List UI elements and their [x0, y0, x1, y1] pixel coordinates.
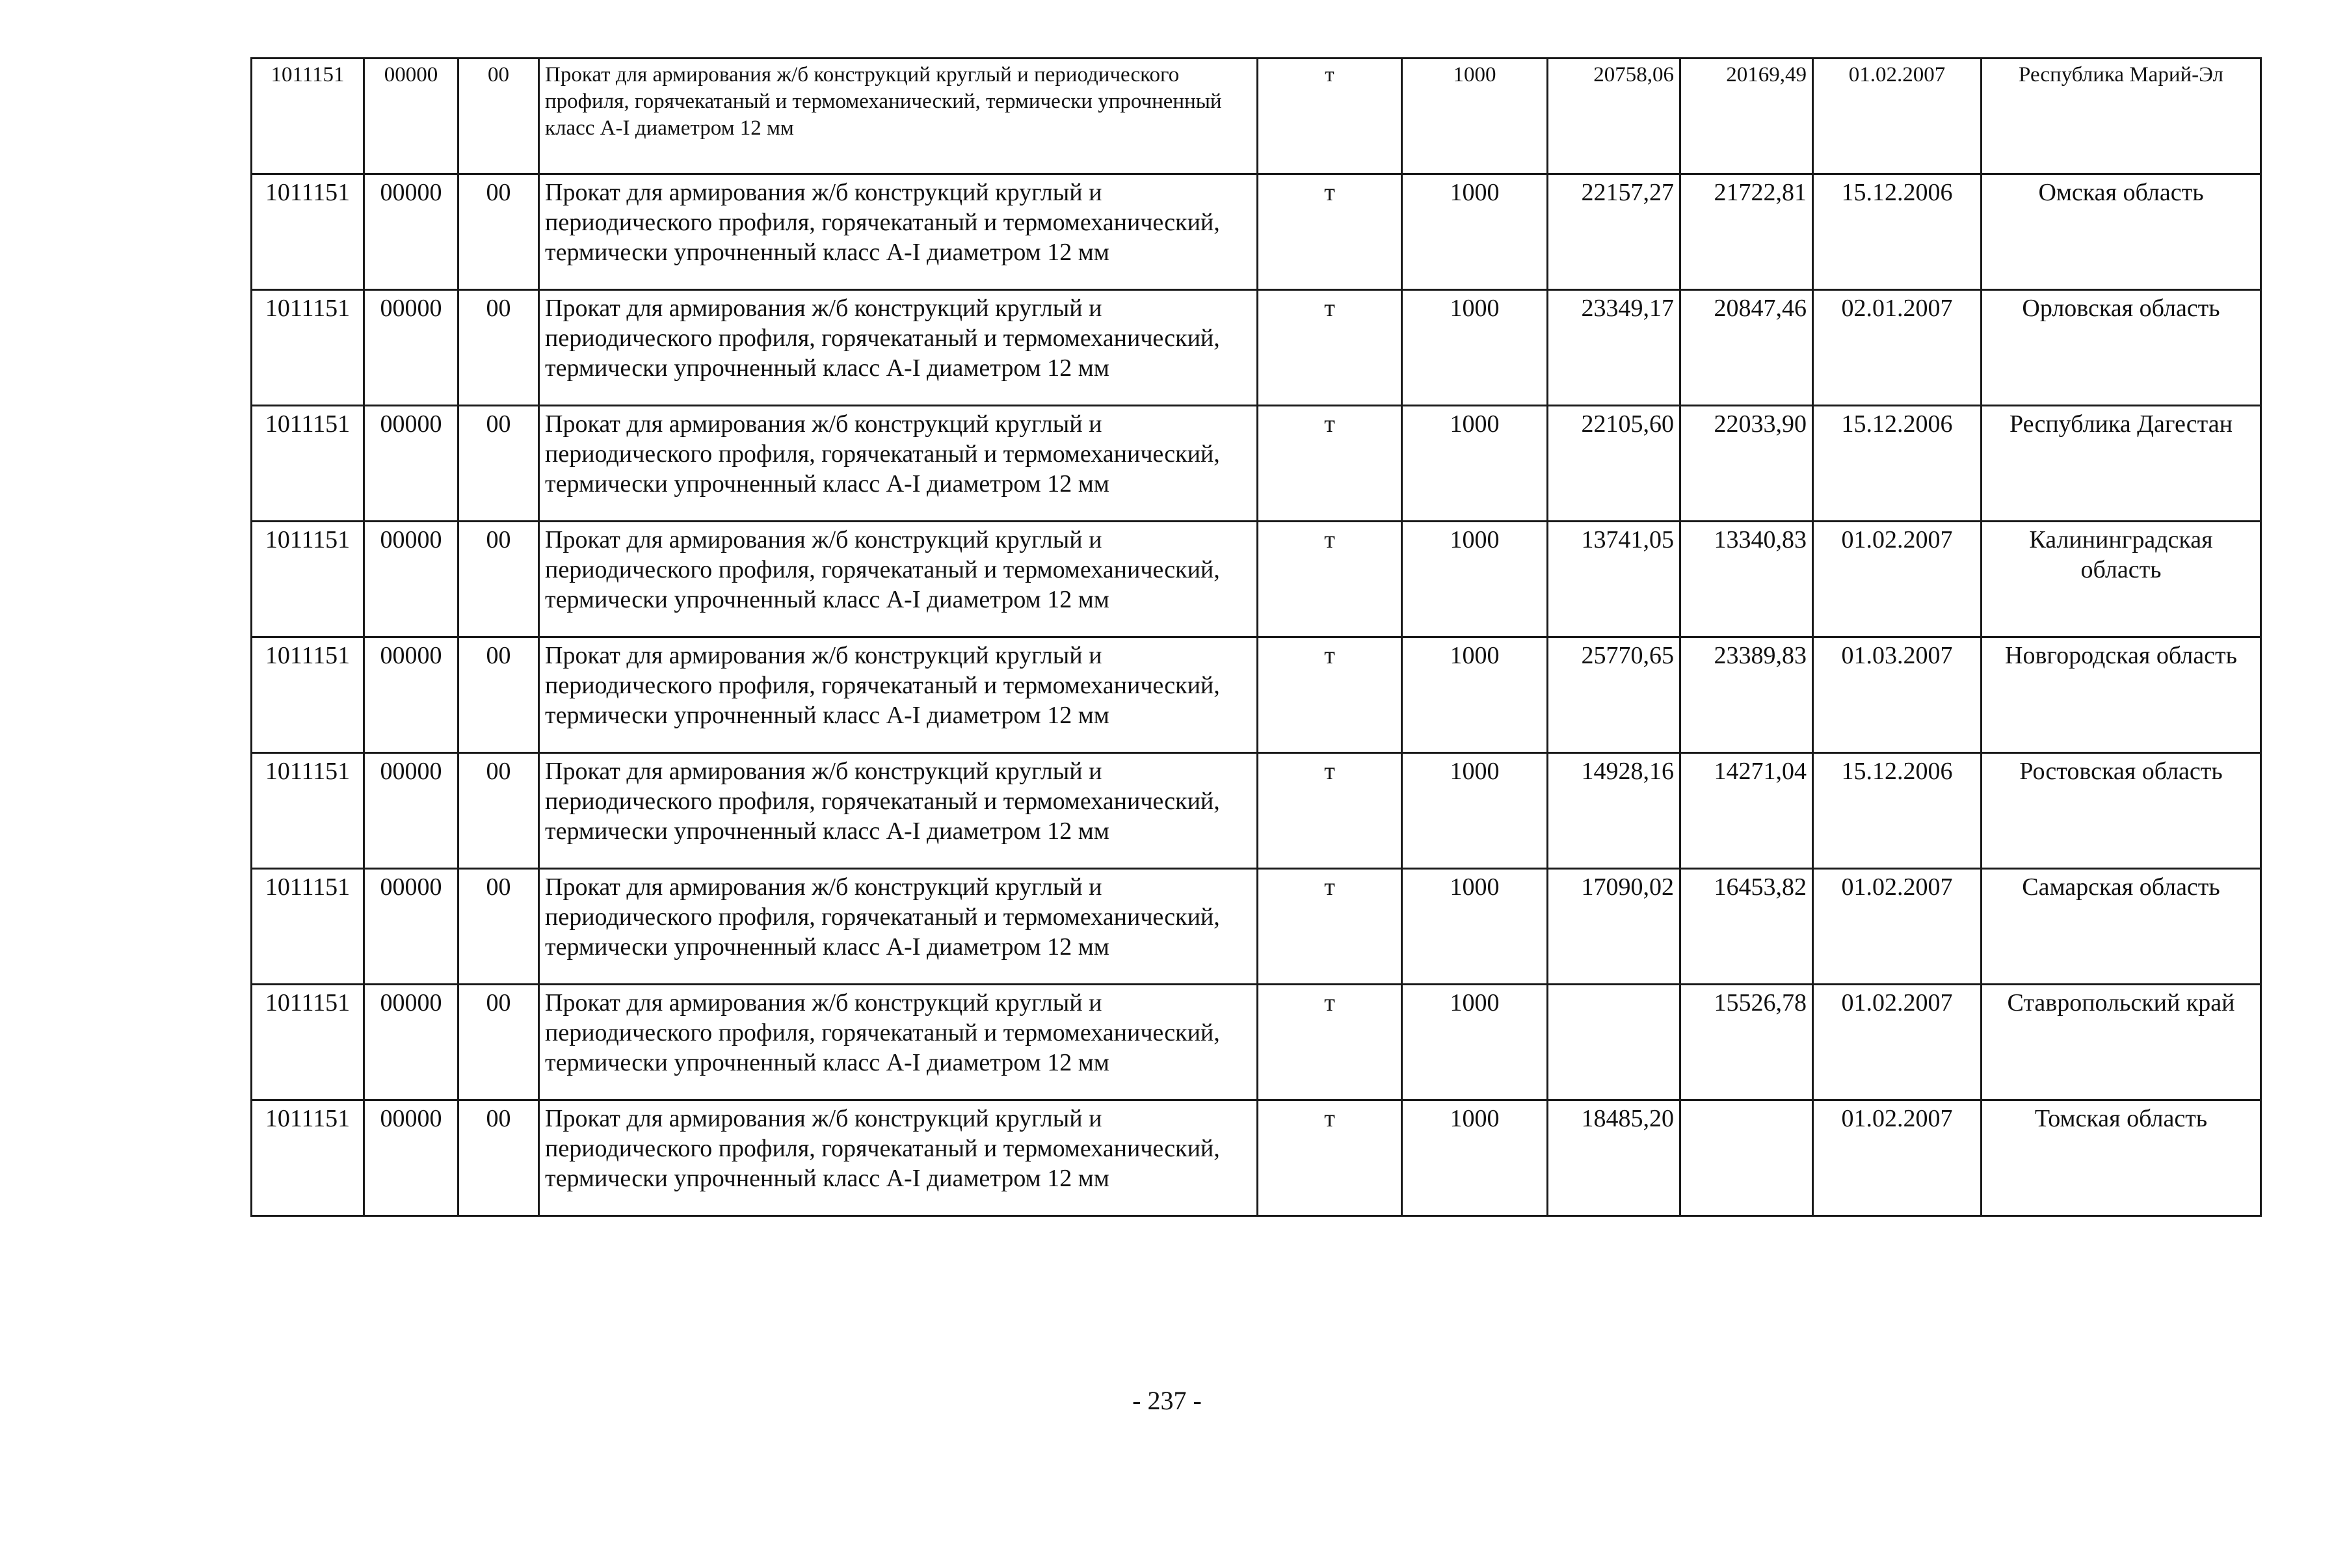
- row-price-1-cell: 22105,60: [1548, 406, 1680, 522]
- row-class-cell: 00: [458, 1100, 539, 1216]
- row-price-1-cell: 17090,02: [1548, 869, 1680, 985]
- row-name-cell: Прокат для армирования ж/б конструкций круглый и периодического профиля, горячекатаный и термомеханический, термически упрочненный класс А-I диаметром 12 мм: [539, 753, 1258, 869]
- row-unit-cell: т: [1258, 869, 1402, 985]
- row-subcode-cell: 00000: [364, 290, 458, 406]
- row-code-cell: 1011151: [252, 174, 364, 290]
- table-row: [252, 406, 2261, 522]
- row-price-1-cell: 18485,20: [1548, 1100, 1680, 1216]
- row-region-cell: Новгородская область: [1982, 637, 2261, 753]
- row-region-cell: Самарская область: [1982, 869, 2261, 985]
- row-unit-cell: т: [1258, 290, 1402, 406]
- row-subcode-cell: 00000: [364, 985, 458, 1100]
- table-row: [252, 985, 2261, 1100]
- row-quantity-cell: 1000: [1402, 406, 1548, 522]
- row-price-1-cell: [1548, 985, 1680, 1100]
- row-subcode-cell: 00000: [364, 59, 458, 174]
- row-name-cell: Прокат для армирования ж/б конструкций круглый и периодического профиля, горячекатаный и термомеханический, термически упрочненный класс А-I диаметром 12 мм: [539, 290, 1258, 406]
- row-name-cell: Прокат для армирования ж/б конструкций круглый и периодического профиля, горячекатаный и термомеханический, термически упрочненный класс А-I диаметром 12 мм: [539, 1100, 1258, 1216]
- table-row: [252, 290, 2261, 406]
- row-quantity-cell: 1000: [1402, 869, 1548, 985]
- row-region-cell: Ростовская область: [1982, 753, 2261, 869]
- row-unit-cell: т: [1258, 985, 1402, 1100]
- row-date-cell: 15.12.2006: [1813, 174, 1982, 290]
- table-row: [252, 1100, 2261, 1216]
- row-region-cell: Калининградская область: [1982, 522, 2261, 637]
- row-class-cell: 00: [458, 406, 539, 522]
- row-code-cell: 1011151: [252, 1100, 364, 1216]
- row-quantity-cell: 1000: [1402, 637, 1548, 753]
- row-name-cell: Прокат для армирования ж/б конструкций круглый и периодического профиля, горячекатаный и термомеханический, термически упрочненный класс А-I диаметром 12 мм: [539, 59, 1258, 174]
- row-unit-cell: т: [1258, 637, 1402, 753]
- row-date-cell: 15.12.2006: [1813, 406, 1982, 522]
- row-subcode-cell: 00000: [364, 753, 458, 869]
- row-class-cell: 00: [458, 985, 539, 1100]
- row-unit-cell: т: [1258, 753, 1402, 869]
- row-date-cell: 01.02.2007: [1813, 985, 1982, 1100]
- row-date-cell: 15.12.2006: [1813, 753, 1982, 869]
- row-price-2-cell: 16453,82: [1680, 869, 1813, 985]
- row-date-cell: 01.02.2007: [1813, 522, 1982, 637]
- row-region-cell: Республика Марий-Эл: [1982, 59, 2261, 174]
- row-quantity-cell: 1000: [1402, 174, 1548, 290]
- row-date-cell: 01.03.2007: [1813, 637, 1982, 753]
- row-unit-cell: т: [1258, 59, 1402, 174]
- row-code-cell: 1011151: [252, 59, 364, 174]
- row-subcode-cell: 00000: [364, 406, 458, 522]
- table-row: [252, 637, 2261, 753]
- row-class-cell: 00: [458, 637, 539, 753]
- row-code-cell: 1011151: [252, 869, 364, 985]
- row-price-2-cell: 14271,04: [1680, 753, 1813, 869]
- row-name-cell: Прокат для армирования ж/б конструкций круглый и периодического профиля, горячекатаный и термомеханический, термически упрочненный класс А-I диаметром 12 мм: [539, 637, 1258, 753]
- row-unit-cell: т: [1258, 1100, 1402, 1216]
- row-class-cell: 00: [458, 522, 539, 637]
- row-price-1-cell: 20758,06: [1548, 59, 1680, 174]
- row-quantity-cell: 1000: [1402, 753, 1548, 869]
- table-body: [252, 59, 2261, 1216]
- table-row: [252, 59, 2261, 174]
- row-price-1-cell: 22157,27: [1548, 174, 1680, 290]
- row-region-cell: Ставропольский край: [1982, 985, 2261, 1100]
- row-quantity-cell: 1000: [1402, 59, 1548, 174]
- row-date-cell: 02.01.2007: [1813, 290, 1982, 406]
- row-price-2-cell: 15526,78: [1680, 985, 1813, 1100]
- row-code-cell: 1011151: [252, 985, 364, 1100]
- row-code-cell: 1011151: [252, 406, 364, 522]
- row-subcode-cell: 00000: [364, 637, 458, 753]
- row-region-cell: Омская область: [1982, 174, 2261, 290]
- row-name-cell: Прокат для армирования ж/б конструкций круглый и периодического профиля, горячекатаный и термомеханический, термически упрочненный класс А-I диаметром 12 мм: [539, 174, 1258, 290]
- row-class-cell: 00: [458, 869, 539, 985]
- row-unit-cell: т: [1258, 174, 1402, 290]
- row-quantity-cell: 1000: [1402, 985, 1548, 1100]
- row-date-cell: 01.02.2007: [1813, 869, 1982, 985]
- row-subcode-cell: 00000: [364, 1100, 458, 1216]
- row-unit-cell: т: [1258, 406, 1402, 522]
- row-code-cell: 1011151: [252, 522, 364, 637]
- row-price-1-cell: 13741,05: [1548, 522, 1680, 637]
- row-name-cell: Прокат для армирования ж/б конструкций круглый и периодического профиля, горячекатаный и термомеханический, термически упрочненный класс А-I диаметром 12 мм: [539, 869, 1258, 985]
- row-class-cell: 00: [458, 753, 539, 869]
- row-price-2-cell: 21722,81: [1680, 174, 1813, 290]
- row-price-2-cell: [1680, 1100, 1813, 1216]
- row-price-2-cell: 13340,83: [1680, 522, 1813, 637]
- row-region-cell: Орловская область: [1982, 290, 2261, 406]
- table-row: [252, 753, 2261, 869]
- row-price-2-cell: 22033,90: [1680, 406, 1813, 522]
- row-code-cell: 1011151: [252, 637, 364, 753]
- row-subcode-cell: 00000: [364, 522, 458, 637]
- row-name-cell: Прокат для армирования ж/б конструкций круглый и периодического профиля, горячекатаный и термомеханический, термически упрочненный класс А-I диаметром 12 мм: [539, 522, 1258, 637]
- row-price-1-cell: 14928,16: [1548, 753, 1680, 869]
- row-code-cell: 1011151: [252, 290, 364, 406]
- table-row: [252, 869, 2261, 985]
- table-row: [252, 174, 2261, 290]
- page-number: - 237 -: [1132, 1386, 1202, 1415]
- row-code-cell: 1011151: [252, 753, 364, 869]
- row-price-2-cell: 23389,83: [1680, 637, 1813, 753]
- row-price-2-cell: 20169,49: [1680, 59, 1813, 174]
- row-quantity-cell: 1000: [1402, 522, 1548, 637]
- row-class-cell: 00: [458, 290, 539, 406]
- row-price-2-cell: 20847,46: [1680, 290, 1813, 406]
- row-date-cell: 01.02.2007: [1813, 59, 1982, 174]
- table-row: [252, 522, 2261, 637]
- row-region-cell: Республика Дагестан: [1982, 406, 2261, 522]
- price-table: [250, 57, 2262, 1217]
- row-date-cell: 01.02.2007: [1813, 1100, 1982, 1216]
- row-region-cell: Томская область: [1982, 1100, 2261, 1216]
- row-class-cell: 00: [458, 174, 539, 290]
- row-price-1-cell: 23349,17: [1548, 290, 1680, 406]
- row-unit-cell: т: [1258, 522, 1402, 637]
- row-price-1-cell: 25770,65: [1548, 637, 1680, 753]
- row-subcode-cell: 00000: [364, 869, 458, 985]
- row-name-cell: Прокат для армирования ж/б конструкций круглый и периодического профиля, горячекатаный и термомеханический, термически упрочненный класс А-I диаметром 12 мм: [539, 985, 1258, 1100]
- row-class-cell: 00: [458, 59, 539, 174]
- row-subcode-cell: 00000: [364, 174, 458, 290]
- row-quantity-cell: 1000: [1402, 290, 1548, 406]
- row-quantity-cell: 1000: [1402, 1100, 1548, 1216]
- row-name-cell: Прокат для армирования ж/б конструкций круглый и периодического профиля, горячекатаный и термомеханический, термически упрочненный класс А-I диаметром 12 мм: [539, 406, 1258, 522]
